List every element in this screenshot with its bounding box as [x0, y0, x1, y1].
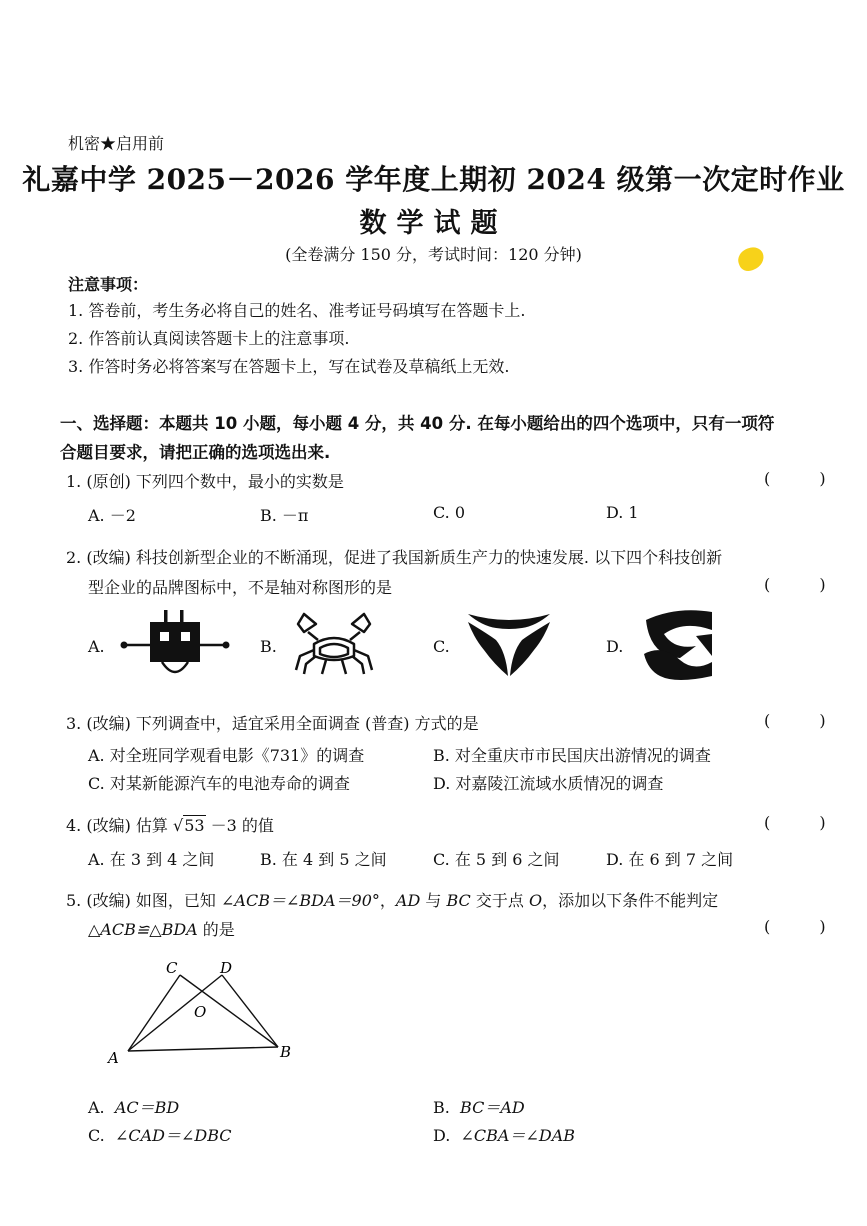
q5-option-c	[88, 1123, 232, 1146]
q2-label-a: A.	[88, 637, 105, 656]
q2-stem-line2: 型企业的品牌图标中，不是轴对称图形的是	[88, 578, 393, 597]
option-letter: C.	[88, 1126, 105, 1145]
q4-option-c: C. 在 5 到 6 之间	[433, 850, 560, 869]
option-expr: ∠CBA＝∠DAB	[460, 1126, 576, 1145]
note-item: 3. 作答时务必将答案写在答题卡上，写在试卷及草稿纸上无效.	[68, 357, 510, 376]
q5-math-angles: ∠ACB＝∠BDA＝90°	[221, 891, 380, 910]
q2-label-c: C.	[433, 637, 450, 656]
q1-option-d: D. 1	[606, 503, 639, 522]
q2-label-d: D.	[606, 637, 624, 656]
q4-stem	[66, 813, 274, 836]
figure-label-a: A	[108, 1049, 119, 1067]
q3-option-b: B. 对全重庆市市民国庆出游情况的调查	[433, 746, 711, 765]
q1-stem: 1. (原创) 下列四个数中，最小的实数是	[66, 472, 344, 491]
q5-answer-paren: ( )	[764, 917, 848, 936]
option-expr: AC＝BD	[114, 1098, 180, 1117]
swirl-logo-icon	[640, 610, 716, 680]
exam-subtitle: 数学试题	[359, 208, 508, 239]
q3-option-d: D. 对嘉陵江流域水质情况的调查	[433, 774, 664, 793]
q4-option-a: A. 在 3 到 4 之间	[88, 850, 215, 869]
q5-text: 5. (改编) 如图，已知	[66, 891, 222, 910]
q5-text: 交于点	[470, 891, 529, 910]
q4-radicand: 53	[184, 816, 205, 835]
q5-text: ，	[379, 891, 396, 910]
q5-option-b	[433, 1095, 525, 1118]
q5-text: 与	[420, 891, 447, 910]
q4-option-d: D. 在 6 到 7 之间	[606, 850, 734, 869]
note-item: 1. 答卷前，考生务必将自己的姓名、准考证号码填写在答题卡上.	[68, 301, 526, 320]
option-expr: ∠CAD＝∠DBC	[114, 1126, 232, 1145]
q5-math-bc: BC	[446, 891, 471, 910]
q5-math-ad: AD	[395, 891, 421, 910]
q4-stem-prefix: 4. (改编) 估算	[66, 816, 174, 835]
q5-option-d	[433, 1123, 575, 1146]
q5-text: 的是	[197, 920, 235, 939]
section-heading-line1: 一、选择题：本题共 10 小题，每小题 4 分，共 40 分. 在每小题给出的四个选项中，只有一项符	[60, 414, 775, 433]
q2-answer-paren: ( )	[764, 575, 848, 594]
option-letter: A.	[88, 1098, 105, 1117]
option-letter: D.	[433, 1126, 451, 1145]
confidential-label: 机密★启用前	[68, 134, 165, 153]
crab-logo-icon	[294, 610, 374, 678]
section-heading-line2: 合题目要求，请把正确的选项选出来.	[60, 443, 331, 462]
note-item: 2. 作答前认真阅读答题卡上的注意事项.	[68, 329, 350, 348]
square-root: √53	[173, 816, 205, 835]
q2-label-b: B.	[260, 637, 277, 656]
notes-heading: 注意事项：	[68, 275, 149, 294]
q1-option-b: B. －π	[260, 506, 309, 525]
q1-answer-paren: ( )	[764, 469, 848, 488]
option-letter: B.	[433, 1098, 450, 1117]
figure-label-d: D	[220, 959, 233, 977]
triangle-figure	[100, 955, 300, 1065]
q5-math-congruence: △ACB≌△BDA	[88, 920, 198, 939]
q5-stem-line1	[66, 888, 718, 911]
q5-math-o: O	[528, 891, 543, 910]
q3-stem: 3. (改编) 下列调查中，适宜采用全面调查 (普查) 方式的是	[66, 714, 479, 733]
tri-blade-logo-icon	[466, 612, 552, 678]
q4-answer-paren: ( )	[764, 813, 848, 832]
q1-option-c: C. 0	[433, 503, 466, 522]
q5-text: ，添加以下条件不能判定	[542, 891, 719, 910]
figure-label-o: O	[194, 1003, 207, 1021]
exam-title: 礼嘉中学 2025－2026 学年度上期初 2024 级第一次定时作业	[22, 163, 845, 196]
exam-meta: (全卷满分 150 分，考试时间：120 分钟)	[285, 245, 582, 264]
q5-stem-line2	[88, 917, 235, 940]
q1-option-a: A. －2	[88, 506, 136, 525]
q2-stem-line1: 2. (改编) 科技创新型企业的不断涌现，促进了我国新质生产力的快速发展. 以下四个科技创新	[66, 548, 723, 567]
q4-option-b: B. 在 4 到 5 之间	[260, 850, 387, 869]
q3-option-a: A. 对全班同学观看电影《731》的调查	[88, 746, 365, 765]
q5-option-a	[88, 1095, 179, 1118]
option-expr: BC＝AD	[460, 1098, 525, 1117]
q4-stem-suffix: －3 的值	[205, 816, 274, 835]
figure-label-c: C	[166, 959, 178, 977]
q3-option-c: C. 对某新能源汽车的电池寿命的调查	[88, 774, 350, 793]
figure-label-b: B	[280, 1043, 292, 1061]
robot-logo-icon	[120, 610, 230, 685]
q3-answer-paren: ( )	[764, 711, 848, 730]
